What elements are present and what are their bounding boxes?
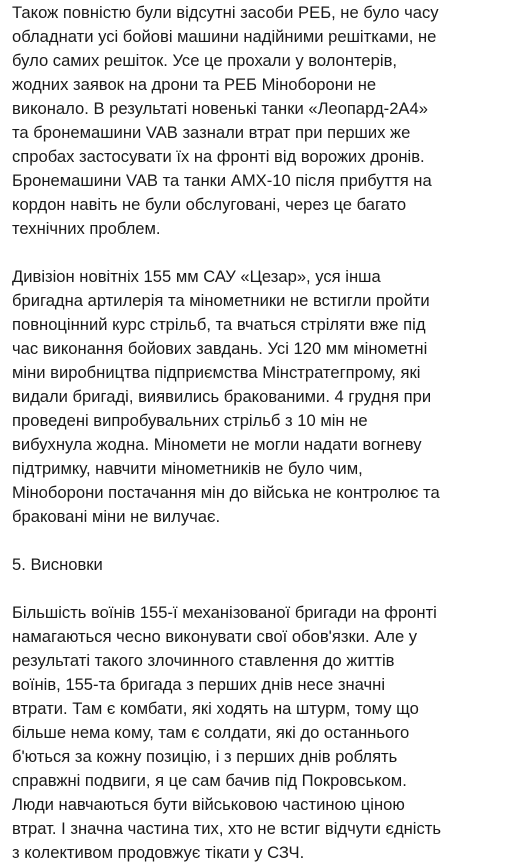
- text-line: проведені випробувальних стрільб з 10 мін не: [12, 411, 368, 430]
- text-line: Міноборони постачання мін до війська не контролює та: [12, 483, 440, 502]
- text-line: вибухнула жодна. Міномети не могли надати вогневу: [12, 435, 422, 454]
- text-line: час виконання бойових завдань. Усі 120 мм мінометні: [12, 339, 428, 358]
- text-line: Також повністю були відсутні засоби РЕБ, не було часу: [12, 3, 439, 22]
- text-line: видали бригаді, виявились бракованими. 4 грудня при: [12, 387, 432, 406]
- text-line: та бронемашини VAB зазнали втрат при перших же: [12, 123, 411, 142]
- paragraph-spacer: [12, 577, 512, 601]
- text-line: справжні подвиги, я це сам бачив під Покровськом.: [12, 771, 407, 790]
- text-line: було самих решіток. Усе це прохали у волонтерів,: [12, 51, 397, 70]
- text-line: обладнати усі бойові машини надійними решітками, не: [12, 27, 437, 46]
- text-line: підтримку, навчити мінометників не було чим,: [12, 459, 363, 478]
- paragraph-spacer: [12, 529, 512, 553]
- text-line: Люди навчаються бути військовою частиною ціною: [12, 795, 405, 814]
- text-line: виконало. В результаті новенькі танки «Леопард-2А4»: [12, 99, 428, 118]
- paragraph-ew-equipment: [12, 1, 512, 241]
- text-line: Більшість воїнів 155-ї механізованої бригади на фронті: [12, 603, 437, 622]
- text-line: жодних заявок на дрони та РЕБ Міноборони не: [12, 75, 377, 94]
- text-line: бригадна артилерія та мінометники не встигли пройти: [12, 291, 430, 310]
- text-line: втрат. І значна частина тих, хто не встиг відчути єдність: [12, 819, 442, 838]
- paragraph-spacer: [12, 241, 512, 265]
- text-line: більше нема кому, там є солдати, які до останнього: [12, 723, 410, 742]
- text-line: Дивізіон новітніх 155 мм САУ «Цезар», уся інша: [12, 267, 381, 286]
- text-line: результаті такого злочинного ставлення до життів: [12, 651, 395, 670]
- text-line: браковані міни не вилучає.: [12, 507, 221, 526]
- text-line: б'ються за кожну позицію, і з перших днів роблять: [12, 747, 398, 766]
- text-line: технічних проблем.: [12, 219, 161, 238]
- section-heading: 5. Висновки: [12, 555, 103, 574]
- text-line: повноцінний курс стрільб, та вчаться стріляти вже під: [12, 315, 426, 334]
- text-line: з колективом продовжує тікати у СЗЧ.: [12, 843, 305, 862]
- text-line: спробах застосувати їх на фронті від ворожих дронів.: [12, 147, 425, 166]
- paragraph-artillery: [12, 265, 512, 529]
- text-line: кордон навіть не були обслуговані, через це багато: [12, 195, 407, 214]
- text-line: намагаються чесно виконувати свої обов'язки. Але у: [12, 627, 418, 646]
- text-line: Бронемашини VAB та танки AMX-10 після прибуття на: [12, 171, 432, 190]
- document-body: [12, 1, 512, 865]
- paragraph-conclusions: [12, 601, 512, 865]
- section-heading-conclusions: [12, 553, 512, 577]
- text-line: воїнів, 155-та бригада з перших днів несе значні: [12, 675, 386, 694]
- text-line: міни виробництва підприємства Мінстратегпрому, які: [12, 363, 421, 382]
- text-line: втрати. Там є комбати, які ходять на штурм, тому що: [12, 699, 419, 718]
